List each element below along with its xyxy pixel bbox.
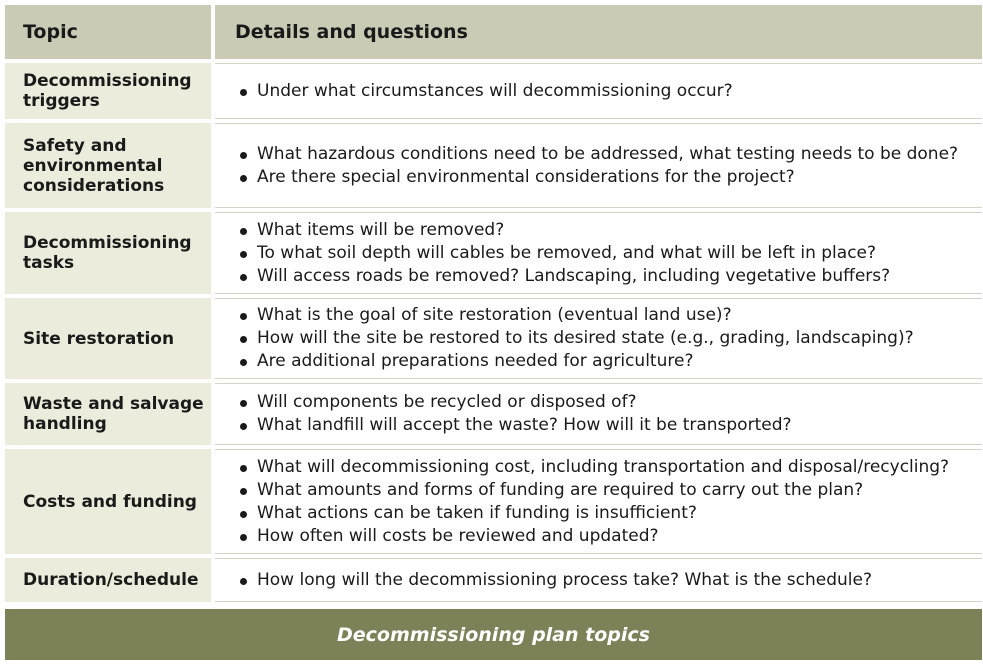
question-item: What items will be removed? [237,219,890,242]
question-list [237,143,958,189]
row-topic: Costs and funding [5,449,211,554]
question-item: How often will costs be reviewed and updated? [237,525,949,548]
question-item: Will access roads be removed? Landscaping, including vegetative buffers? [237,265,890,288]
row-topic: Site restoration [5,298,211,379]
table-row [5,63,982,119]
question-item: To what soil depth will cables be removed, and what will be left in place? [237,242,890,265]
row-details [215,558,982,602]
table-row [5,298,982,379]
question-item: How will the site be restored to its desired state (e.g., grading, landscaping)? [237,327,914,350]
question-item: Are there special environmental considerations for the project? [237,166,958,189]
row-details [215,63,982,119]
table-row [5,383,982,445]
header-topic: Topic [5,5,211,59]
row-details [215,298,982,379]
table-row [5,212,982,294]
row-topic: Safety and environmental considerations [5,123,211,208]
question-item: What landfill will accept the waste? How will it be transported? [237,414,792,437]
question-item: Are additional preparations needed for agriculture? [237,350,914,373]
row-topic: Decommissioning triggers [5,63,211,119]
table-header-row [5,5,982,59]
question-list [237,80,733,103]
table-row [5,558,982,602]
question-list [237,569,872,592]
question-item: How long will the decommissioning process take? What is the schedule? [237,569,872,592]
question-list [237,456,949,548]
question-item: Under what circumstances will decommissioning occur? [237,80,733,103]
question-item: What is the goal of site restoration (eventual land use)? [237,304,914,327]
decommissioning-table [5,5,982,660]
row-topic: Duration/schedule [5,558,211,602]
question-item: Will components be recycled or disposed of? [237,391,792,414]
row-topic: Decommissioning tasks [5,212,211,294]
row-details [215,449,982,554]
question-list [237,304,914,373]
question-list [237,391,792,437]
table-row [5,449,982,554]
question-list [237,219,890,288]
header-details: Details and questions [215,5,982,59]
question-item: What actions can be taken if funding is insufficient? [237,502,949,525]
row-details [215,212,982,294]
row-topic: Waste and salvage handling [5,383,211,445]
question-item: What will decommissioning cost, including transportation and disposal/recycling? [237,456,949,479]
table-caption: Decommissioning plan topics [5,609,982,660]
question-item: What amounts and forms of funding are required to carry out the plan? [237,479,949,502]
question-item: What hazardous conditions need to be addressed, what testing needs to be done? [237,143,958,166]
table-row [5,123,982,208]
row-details [215,123,982,208]
row-details [215,383,982,445]
